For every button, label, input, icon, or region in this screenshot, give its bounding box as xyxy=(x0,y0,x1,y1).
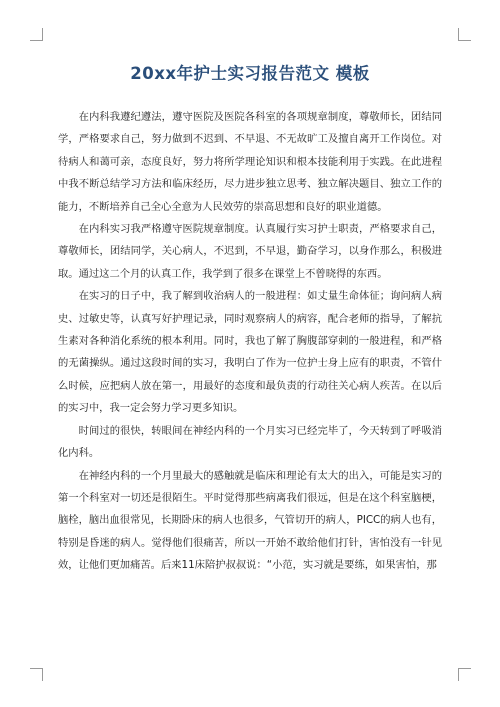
paragraph-5: 在神经内科的一个月里最大的感触就是临床和理论有太大的出入，可能是实习的第一个科室对一切还是很陌生。平时觉得那些病离我们很远，但是在这个科室脑梗，脑栓，脑出血很常见，长期卧床的病人也很多，气管切开的病人，PICC的病人也有，特别是昏迷的病人。觉得他们很痛苦，所以一开始不敢给他们打针，害怕没有一针见效，让他们更加痛苦。后来11床陪护叔叔说：“小范，实习就是要练，如果害怕，那 xyxy=(58,469,443,572)
paragraph-3: 在实习的日子中，我了解到收治病人的一般进程：如丈量生命体征；询问病人病史、过敏史等，认真写好护理记录，同时观察病人的病容，配合老师的指导，了解抗生素对各种消化系统的根本利用。同时，我也了解了胸腹部穿刺的一般进程，和严格的无菌操纵。通过这段时间的实习，我明白了作为一位护士身上应有的职责，不管什么时候，应把病人放在第一，用最好的态度和最负责的行动往关心病人疾苦。在以后的实习中，我一定会努力学习更多知识。 xyxy=(58,290,442,415)
crop-mark-top-right xyxy=(458,28,471,41)
crop-mark-bottom-left xyxy=(30,668,43,681)
crop-mark-top-left xyxy=(30,28,43,41)
paragraph-2: 在内科实习我严格遵守医院规章制度。认真履行实习护士职责，严格要求自己，尊敬师长，团结同学，关心病人，不迟到，不早退，勤奋学习，以身作那么，积极进取。通过这二个月的认真工作，我学到了很多在课堂上不曾晓得的东西。 xyxy=(58,223,442,280)
crop-mark-bottom-right xyxy=(458,668,471,681)
document-title: 20xx年护士实习报告范文 模板 xyxy=(130,64,370,83)
paragraph-1: 在内科我遵纪遵法，遵守医院及医院各科室的各项规章制度，尊敬师长，团结同学，严格要求自己，努力做到不迟到、不早退、不无故旷工及擅自离开工作岗位。对待病人和蔼可亲，态度良好，努力将所学理论知识和根本技能利用于实践。在此进程中我不断总结学习方法和临床经历，尽力进步独立思考、独立解决题目、独立工作的能力，不断培养自己全心全意为人民效劳的崇高思想和良好的职业道德。 xyxy=(58,111,442,213)
document-page xyxy=(58,62,442,577)
paragraph-4: 时间过的很快，转眼间在神经内科的一个月实习已经完毕了，今天转到了呼吸消化内科。 xyxy=(58,424,442,460)
